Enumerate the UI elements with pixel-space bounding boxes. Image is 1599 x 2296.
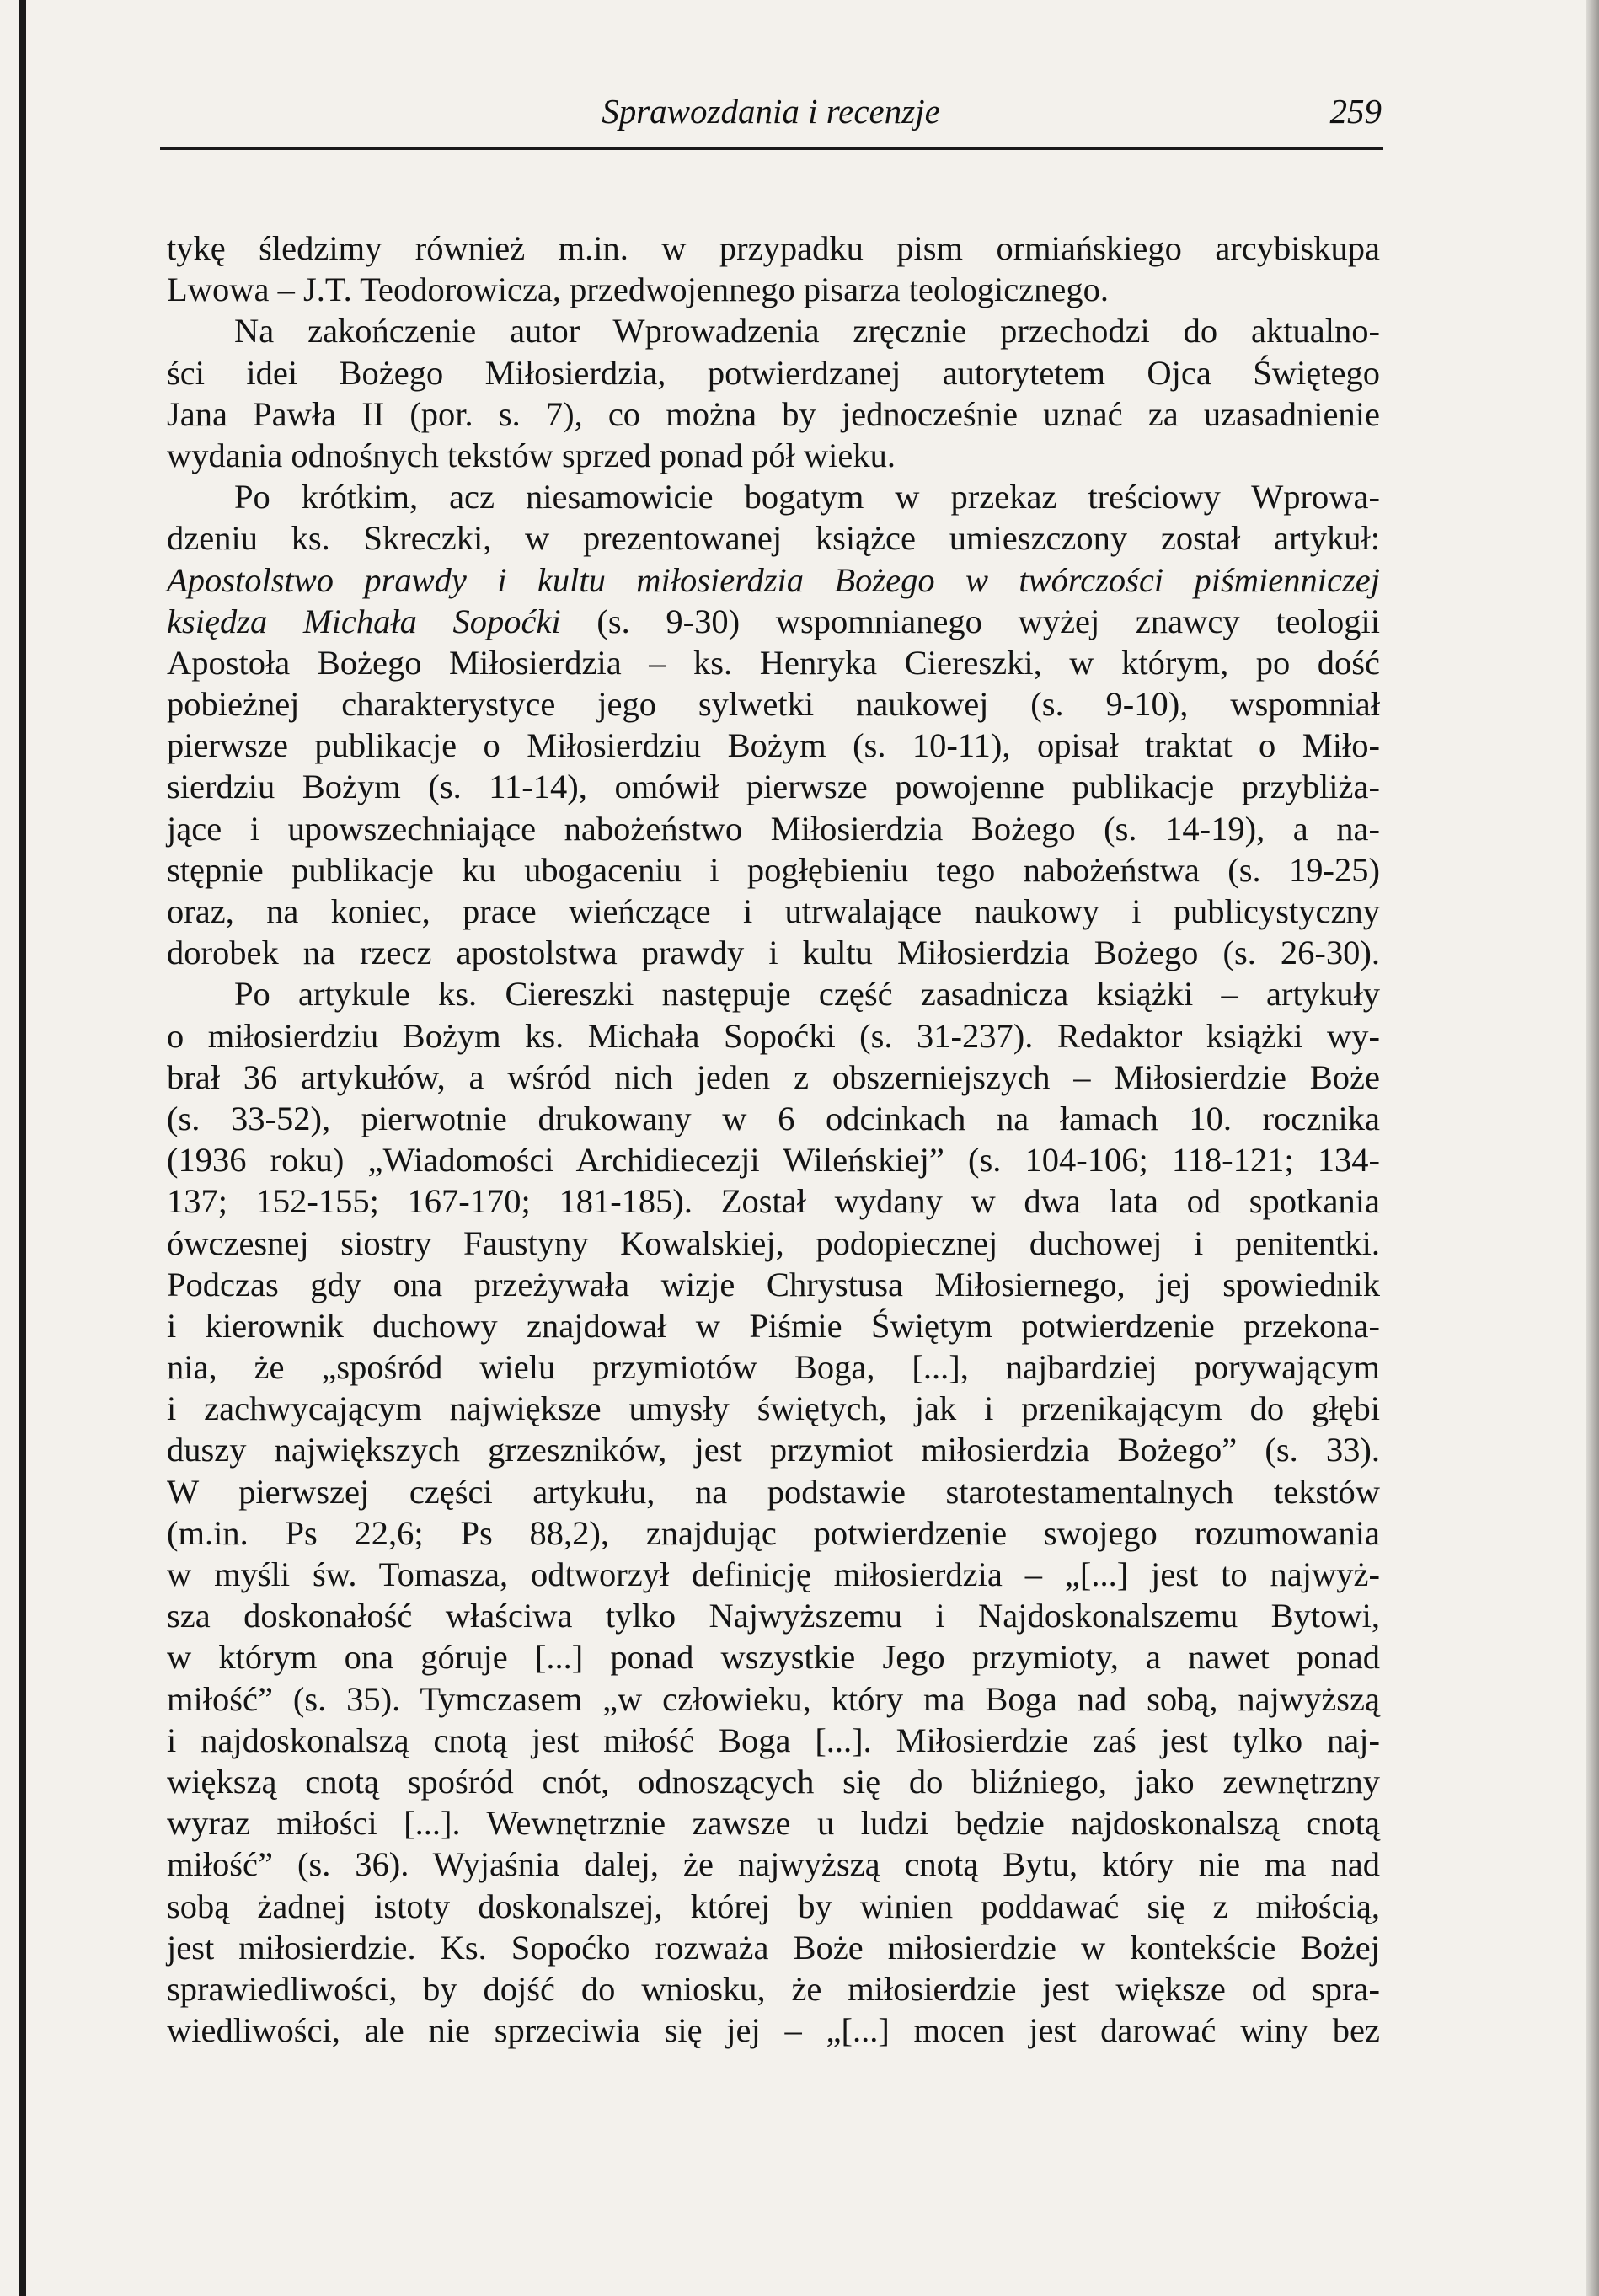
text-line: sprawiedliwości, by dojść do wniosku, że miłosierdzie jest większe od spra- bbox=[167, 1969, 1380, 2008]
text-line: dzeniu ks. Skreczki, w prezentowanej książce umieszczony został artykuł: bbox=[167, 519, 1380, 558]
text-line: Lwowa – J.T. Teodorowicza, przedwojennego pisarza teologicznego. bbox=[167, 270, 1110, 309]
text-line: dorobek na rzecz apostolstwa prawdy i kultu Miłosierdzia Bożego (s. 26-30). bbox=[167, 934, 1380, 972]
running-head: Sprawozdania i recenzje bbox=[602, 92, 940, 131]
text-line: i kierownik duchowy znajdował w Piśmie Świętym potwierdzenie przekona- bbox=[167, 1306, 1380, 1345]
text-line: wydania odnośnych tekstów sprzed ponad pół wieku. bbox=[167, 436, 896, 474]
text-line: ówczesnej siostry Faustyny Kowalskiej, podopiecznej duchowej i penitentki. bbox=[167, 1223, 1380, 1262]
text-line: Po artykule ks. Ciereszki następuje część zasadnicza książki – artykuły bbox=[234, 975, 1380, 1014]
text-line: (1936 roku) „Wiadomości Archidiecezji Wileńskiej” (s. 104-106; 118-121; 134- bbox=[167, 1141, 1380, 1180]
header-rule bbox=[160, 147, 1383, 150]
text-line: wyraz miłości [...]. Wewnętrznie zawsze u ludzi będzie najdoskonalszą cnotą bbox=[167, 1804, 1380, 1843]
body-text bbox=[167, 227, 1380, 2051]
text-line: (s. 33-52), pierwotnie drukowany w 6 odcinkach na łamach 10. rocznika bbox=[167, 1099, 1380, 1137]
text-line: (m.in. Ps 22,6; Ps 88,2), znajdując potwierdzenie swojego rozumowania bbox=[167, 1513, 1380, 1552]
text-line: duszy największych grzeszników, jest przymiot miłosierdzia Bożego” (s. 33). bbox=[167, 1431, 1380, 1469]
text-line: wiedliwości, ale nie sprzeciwia się jej – „[...] mocen jest darować winy bez bbox=[167, 2011, 1380, 2050]
text-line: w myśli św. Tomasza, odtworzył definicję miłosierdzia – „[...] jest to najwyż- bbox=[167, 1555, 1380, 1593]
text-line: stępnie publikacje ku ubogaceniu i pogłębieniu tego nabożeństwa (s. 19-25) bbox=[167, 850, 1380, 889]
text-line: pobieżnej charakterystyce jego sylwetki naukowej (s. 9-10), wspomniał bbox=[167, 685, 1380, 724]
text-line: sza doskonałość właściwa tylko Najwyższemu i Najdoskonalszemu Bytowi, bbox=[167, 1597, 1380, 1635]
binding-edge bbox=[19, 0, 26, 2296]
text-line: W pierwszej części artykułu, na podstawie starotestamentalnych tekstów bbox=[167, 1472, 1380, 1511]
text-line: jest miłosierdzie. Ks. Sopoćko rozważa Boże miłosierdzie w kontekście Bożej bbox=[167, 1928, 1380, 1967]
text-line: ści idei Bożego Miłosierdzia, potwierdzanej autorytetem Ojca Świętego bbox=[167, 353, 1380, 392]
text-line: Na zakończenie autor Wprowadzenia zręcznie przechodzi do aktualno- bbox=[234, 312, 1380, 351]
text-line: oraz, na koniec, prace wieńczące i utrwalające naukowy i publicystyczny bbox=[167, 892, 1380, 930]
text-line: miłość” (s. 35). Tymczasem „w człowieku, który ma Boga nad sobą, najwyższą bbox=[167, 1679, 1380, 1718]
text-line: Po krótkim, acz niesamowicie bogatym w przekaz treściowy Wprowa- bbox=[234, 478, 1380, 516]
text-line: pierwsze publikacje o Miłosierdziu Bożym (s. 10-11), opisał traktat o Miło- bbox=[167, 726, 1380, 765]
text-segment: (s. 9-30) wspomnianego wyżej znawcy teologii bbox=[560, 602, 1380, 640]
text-line: tykę śledzimy również m.in. w przypadku pism ormiańskiego arcybiskupa bbox=[167, 229, 1380, 267]
text-line: Apostoła Bożego Miłosierdzia – ks. Henryka Ciereszki, w którym, po dość bbox=[167, 643, 1380, 682]
text-line: Jana Pawła II (por. s. 7), co można by jednocześnie uznać za uzasadnienie bbox=[167, 394, 1380, 433]
italic-title: księdza Michała Sopoćki bbox=[167, 602, 561, 640]
text-line: jące i upowszechniające nabożeństwo Miłosierdzia Bożego (s. 14-19), a na- bbox=[167, 809, 1380, 848]
page-header bbox=[160, 91, 1382, 133]
text-line: i najdoskonalszą cnotą jest miłość Boga [...]. Miłosierdzie zaś jest tylko naj- bbox=[167, 1721, 1380, 1759]
text-line: miłość” (s. 36). Wyjaśnia dalej, że najwyższą cnotą Bytu, który nie ma nad bbox=[167, 1845, 1380, 1884]
page-edge-shadow bbox=[1586, 0, 1599, 2296]
text-line: nia, że „spośród wielu przymiotów Boga, [...], najbardziej porywającym bbox=[167, 1348, 1380, 1387]
text-line: sierdziu Bożym (s. 11-14), omówił pierwsze powojenne publikacje przybliża- bbox=[167, 768, 1380, 806]
text-line: brał 36 artykułów, a wśród nich jeden z obszerniejszych – Miłosierdzie Boże bbox=[167, 1057, 1380, 1096]
text-line bbox=[167, 601, 1380, 642]
text-line: o miłosierdziu Bożym ks. Michała Sopoćki (s. 31-237). Redaktor książki wy- bbox=[167, 1016, 1380, 1055]
page-number: 259 bbox=[1329, 92, 1382, 131]
text-line: większą cnotą spośród cnót, odnoszących się do bliźniego, jako zewnętrzny bbox=[167, 1762, 1380, 1801]
text-line: Podczas gdy ona przeżywała wizje Chrystusa Miłosiernego, jej spowiednik bbox=[167, 1265, 1380, 1303]
text-line: sobą żadnej istoty doskonalszej, której by winien poddawać się z miłością, bbox=[167, 1887, 1380, 1925]
text-line: 137; 152-155; 167-170; 181-185). Został wydany w dwa lata od spotkania bbox=[167, 1182, 1380, 1221]
text-line: i zachwycającym największe umysły świętych, jak i przenikającym do głębi bbox=[167, 1389, 1380, 1428]
text-line: Apostolstwo prawdy i kultu miłosierdzia Bożego w twórczości piśmienniczej bbox=[167, 560, 1380, 599]
text-line: w którym ona góruje [...] ponad wszystkie Jego przymioty, a nawet ponad bbox=[167, 1638, 1380, 1677]
